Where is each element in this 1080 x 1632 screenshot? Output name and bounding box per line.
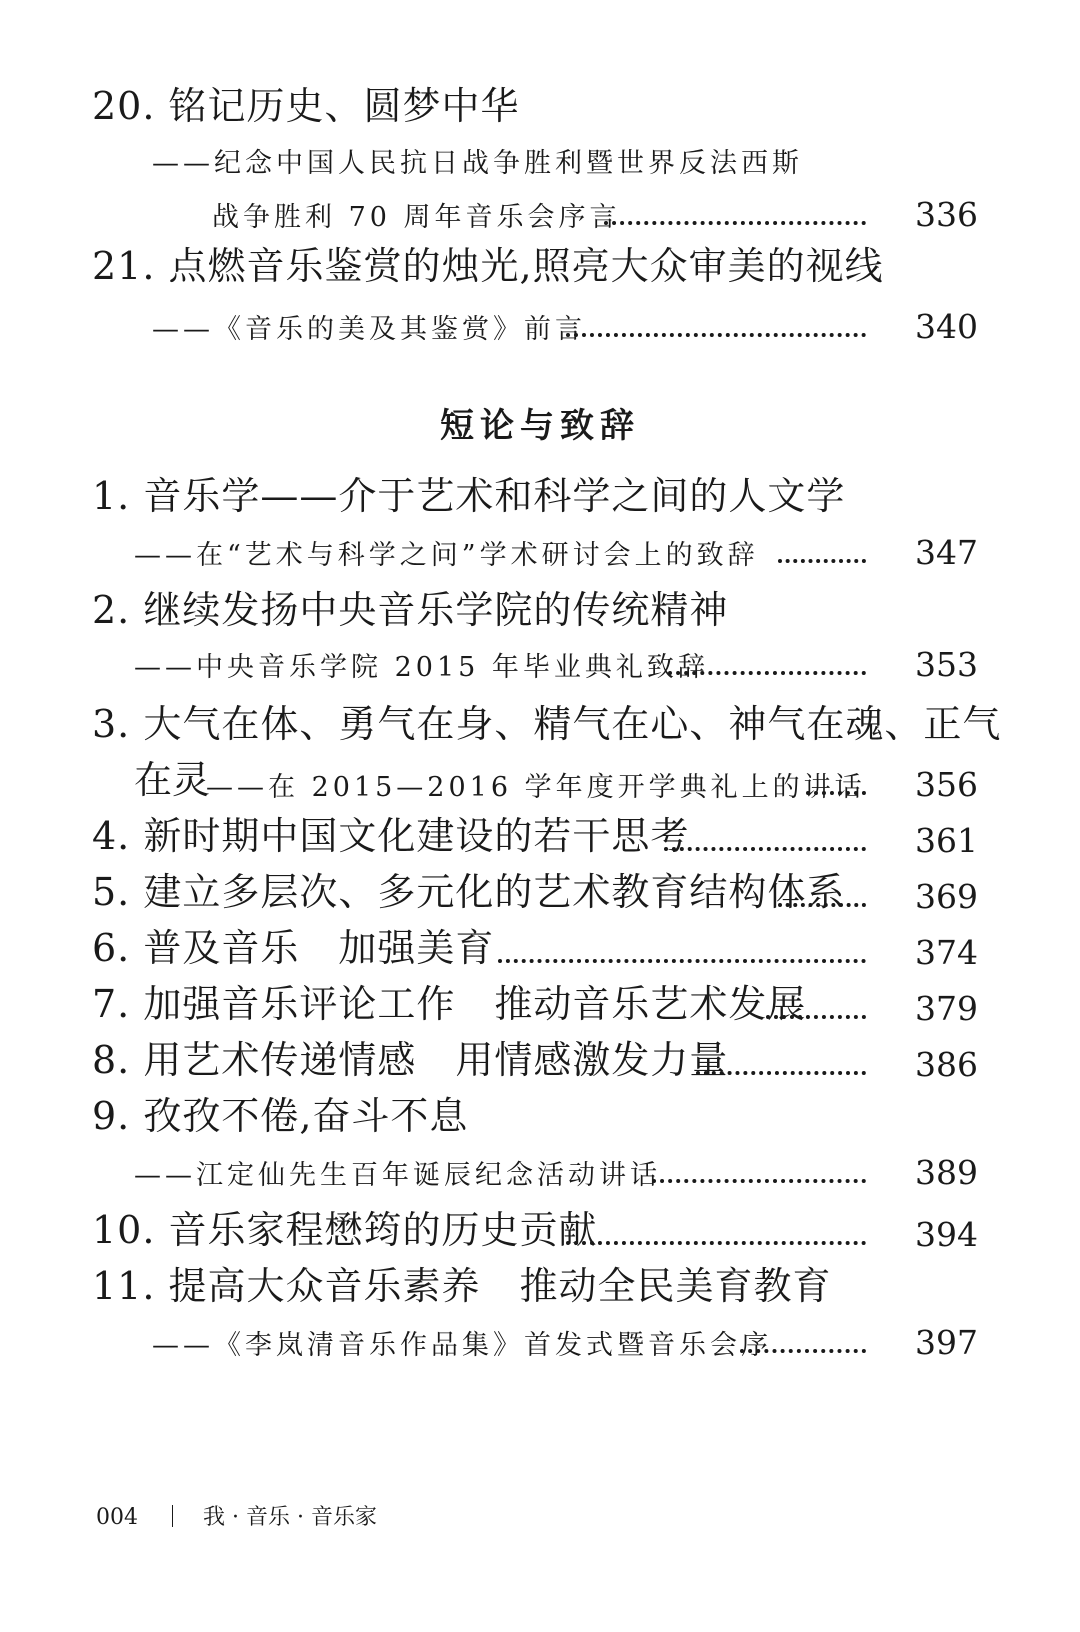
dot-leader <box>498 959 866 963</box>
page-number: 361 <box>915 821 978 860</box>
entry-title: 10. 音乐家程懋筠的历史贡献 <box>92 1208 598 1252</box>
dot-leader <box>696 1071 866 1075</box>
page-number: 369 <box>915 877 978 916</box>
toc-entry-subtitle <box>0 308 1080 346</box>
footer-divider <box>172 1505 173 1527</box>
entry-title: 8. 用艺术传递情感 用情感激发力量 <box>92 1038 729 1082</box>
footer-page-number: 004 <box>96 1505 138 1530</box>
toc-entry-subtitle <box>0 196 1080 234</box>
toc-entry-title <box>0 588 1080 634</box>
entry-title: 5. 建立多层次、多元化的艺术教育结构体系 <box>92 870 846 914</box>
page-number: 386 <box>915 1045 978 1084</box>
page-number: 379 <box>915 989 978 1028</box>
entry-subtitle: ——中央音乐学院 2015 年毕业典礼致辞 <box>134 652 709 683</box>
entry-title-continuation: 在灵 <box>134 758 211 802</box>
page-number: 347 <box>915 533 978 572</box>
toc-entry-subtitle <box>0 1154 1080 1192</box>
entry-title: 2. 继续发扬中央音乐学院的传统精神 <box>92 588 729 632</box>
entry-title: 7. 加强音乐评论工作 推动音乐艺术发展 <box>92 982 807 1026</box>
page-number: 356 <box>915 765 978 804</box>
toc-entry-title <box>0 86 1080 130</box>
page-number: 353 <box>915 645 978 684</box>
dot-leader <box>806 791 866 795</box>
toc-entry-subtitle <box>0 758 1080 804</box>
dot-leader <box>566 1241 866 1245</box>
entry-subtitle: 战争胜利 70 周年音乐会序言 <box>212 202 621 233</box>
entry-title: 11. 提高大众音乐素养 推动全民美育教育 <box>92 1264 832 1308</box>
dot-leader <box>778 903 866 907</box>
toc-entry <box>0 1208 1080 1254</box>
dot-leader <box>604 221 866 225</box>
entry-subtitle: ——江定仙先生百年诞辰纪念活动讲话 <box>134 1160 661 1191</box>
toc-entry-subtitle <box>0 144 1080 180</box>
entry-title: 20. 铭记历史、圆梦中华 <box>92 84 520 128</box>
entry-title: 6. 普及音乐 加强美育 <box>92 926 495 970</box>
dot-leader <box>778 559 866 563</box>
page-number: 394 <box>915 1215 978 1254</box>
toc-entry-subtitle <box>0 534 1080 572</box>
entry-subtitle: ——《音乐的美及其鉴赏》前言 <box>152 314 586 345</box>
entry-title: 9. 孜孜不倦,奋斗不息 <box>92 1094 469 1138</box>
page-footer <box>96 1500 377 1531</box>
dot-leader <box>740 1349 866 1353</box>
entry-title: 1. 音乐学——介于艺术和科学之间的人文学 <box>92 474 846 518</box>
dot-leader <box>766 1015 866 1019</box>
toc-entry <box>0 926 1080 972</box>
dot-leader <box>652 1179 866 1183</box>
toc-entry <box>0 1038 1080 1084</box>
entry-subtitle: ——《李岚清音乐作品集》首发式暨音乐会序 <box>152 1330 772 1361</box>
page-number: 340 <box>915 307 978 346</box>
toc-entry-subtitle <box>0 646 1080 684</box>
page-number: 389 <box>915 1153 978 1192</box>
entry-title: 21. 点燃音乐鉴赏的烛光,照亮大众审美的视线 <box>92 244 884 288</box>
dot-leader <box>664 847 866 851</box>
entry-title: 3. 大气在体、勇气在身、精气在心、神气在魂、正气 <box>92 702 1002 746</box>
dot-leader <box>668 671 866 675</box>
toc-entry <box>0 982 1080 1028</box>
toc-entry-title <box>0 1264 1080 1310</box>
toc-entry-title <box>0 474 1080 520</box>
entry-title: 4. 新时期中国文化建设的若干思考 <box>92 814 690 858</box>
toc-entry-title <box>0 246 1080 290</box>
entry-subtitle: ——在 2015—2016 学年度开学典礼上的讲话 <box>206 772 866 803</box>
toc-entry-title <box>0 1094 1080 1140</box>
page-number: 397 <box>915 1323 978 1362</box>
toc-entry-title <box>0 702 1080 748</box>
toc-entry <box>0 814 1080 860</box>
footer-book-title: 我 · 音乐 · 音乐家 <box>203 1505 377 1530</box>
dot-leader <box>566 333 866 337</box>
entry-subtitle: ——纪念中国人民抗日战争胜利暨世界反法西斯 <box>152 148 803 179</box>
entry-subtitle: ——在“艺术与科学之问”学术研讨会上的致辞 <box>134 540 759 571</box>
toc-entry <box>0 870 1080 916</box>
toc-entry-subtitle <box>0 1324 1080 1362</box>
page-number: 374 <box>915 933 978 972</box>
page-number: 336 <box>915 195 978 234</box>
section-heading: 短论与致辞 <box>440 406 640 446</box>
